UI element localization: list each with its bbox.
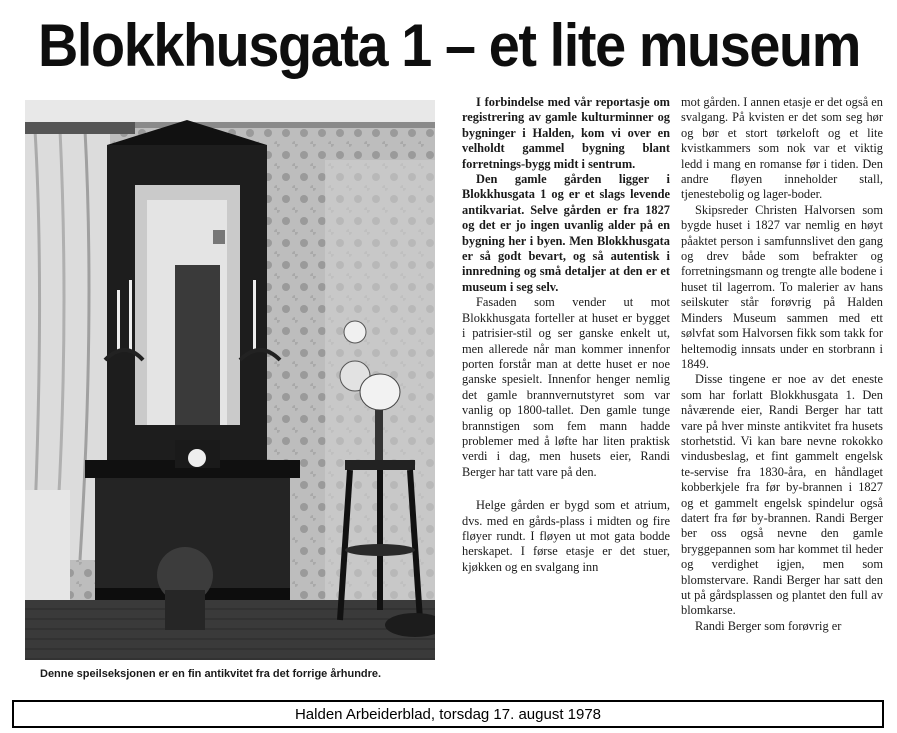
mirror-section-photo [25,100,435,660]
intro-paragraph: I forbindelse med vår reportasje om registrering av gamle kulturminner og bygninger i Halden, kom vi over en velholdt gammel bygning blant forretnings-bygg midt i sentrum. [462,95,670,171]
photo-caption: Denne speilseksjonen er en fin antikvitet fra det forrige århundre. [40,668,382,680]
interior-photo-illustration [25,100,435,660]
intro-paragraph-2: Den gamle gården ligger i Blokkhusgata 1 og er et slags levende antikvariat. Selve gården er fra 1827 og det er jo ingen uvanlig alder på en bygning her i byen. Men Blokkhusgata er så godt bevart, og så autentisk i innredning og små detaljer at den er et museum i seg selv. [462,172,670,294]
article-column-2 [681,95,883,634]
body-paragraph: Helge gården er bygd som et atrium, dvs. med en gårds-plass i midten og fire fløyer rundt. I fløyen ut mot gata bodde herskapet. I førse etasje er det stuer, kjøkken og en svalgang inn [462,498,670,574]
headline: Blokkhusgata 1 – et lite museum [38,12,860,79]
body-paragraph: mot gården. I annen etasje er det også en svalgang. På kvisten er det som seg hør og bør et stort tørkeloft og et lite kvistkammers som nok var et viktig ledd i mang en romanse før i tiden. Den andre fløyen inneholder stall, tjenestebolig og lager-boder. [681,95,883,202]
body-paragraph: Disse tingene er noe av det eneste som har forlatt Blokkhusgata 1. Den nåværende eier, Randi Berger har tatt vare på hver minste antikvitet fra husets storhetstid. Vi kan bare nevne rokokko vindusbeslag, et fint gammelt engelsk te-servise fra 1830-åra, en håndlaget kobberkjele fra før by-brannen i 1827 og et gammelt engelsk spindelur også datert fra før by-brannen. Randi Berger ber oss også nevne den gamle bryggepannen som har kommet til heder og verdighet igjen, men som blomstervare. Randi Berger har satt den ut på gårdsplassen og plantet den full av blomkarse. [681,372,883,618]
body-paragraph: Fasaden som vender ut mot Blokkhusgata forteller at huset er bygget i patrisier-stil og ser ganske enkelt ut, men allerede når man kommer innenfor porten forstår man at dette huset er noe ganske spesielt. Innenfor henger nemlig det gamle brannvernutstyret som var vanlig op 1800-tallet. Den gamle tunge brannstigen som fem mann hadde problemer med å løfte har liten praktisk verdi i dag, men husets eier, Randi Berger har tatt vare på den. [462,295,670,479]
body-paragraph: Skipsreder Christen Halvorsen som bygde huset i 1827 var nemlig en høyt påaktet person i samfunnslivet den gang og drev både som befrakter og forretningsmann og trengte alle bodene i huset til lagerrom. To malerier av hans seilskuter står forøvrig på Halden Minders Museum sammen med ett sølvfat som Halvorsen fikk som takk for heltemodig innsats under en storbrann i 1849. [681,202,883,371]
article-column-1 [462,95,670,575]
source-citation: Halden Arbeiderblad, torsdag 17. august 1978 [12,700,884,728]
body-paragraph: Randi Berger som forøvrig er [695,618,842,633]
